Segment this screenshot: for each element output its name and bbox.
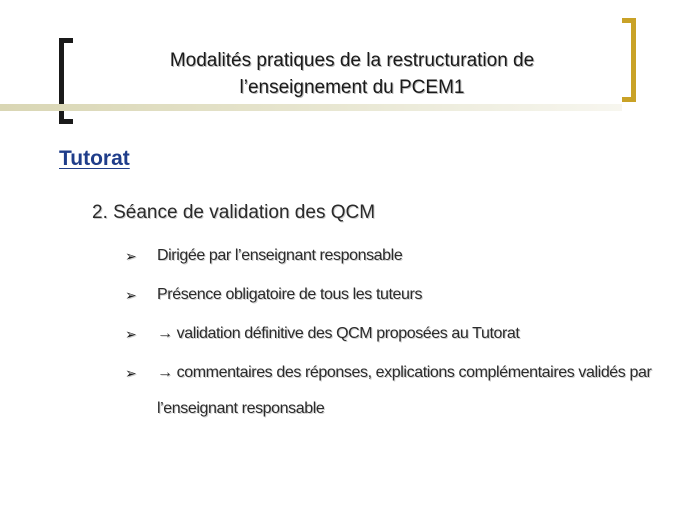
- section-heading: Tutorat: [59, 147, 130, 170]
- title-divider: [0, 104, 622, 111]
- arrowhead-bullet-icon: ➢: [125, 287, 137, 303]
- subheading: 2. Séance de validation des QCM: [92, 202, 376, 223]
- left-bracket-decoration: [59, 38, 73, 124]
- bullet-item-4: [125, 355, 665, 427]
- slide-title-line-2: l’enseignement du PCEM1: [239, 77, 465, 98]
- bullet-text: Présence obligatoire de tous les tuteurs: [157, 286, 423, 303]
- slide-title-line-1: Modalités pratiques de la restructuration de: [169, 50, 535, 71]
- right-bracket-decoration: [622, 18, 636, 102]
- arrowhead-bullet-icon: ➢: [125, 365, 137, 381]
- slide-title: [92, 47, 612, 101]
- right-arrow-icon: →: [157, 325, 173, 342]
- bullet-text: validation définitive des QCM proposées au Tutorat: [176, 325, 520, 342]
- bullet-item-3: [125, 324, 665, 344]
- bullet-list: [125, 246, 665, 446]
- arrowhead-bullet-icon: ➢: [125, 248, 137, 264]
- bullet-item-2: [125, 285, 665, 305]
- bullet-text: Dirigée par l’enseignant responsable: [157, 247, 403, 264]
- right-arrow-icon: →: [157, 364, 173, 381]
- bullet-item-1: [125, 246, 665, 266]
- bullet-text: commentaires des réponses, explications complémentaires validés par l’enseignant responsable: [157, 364, 652, 417]
- arrowhead-bullet-icon: ➢: [125, 326, 137, 342]
